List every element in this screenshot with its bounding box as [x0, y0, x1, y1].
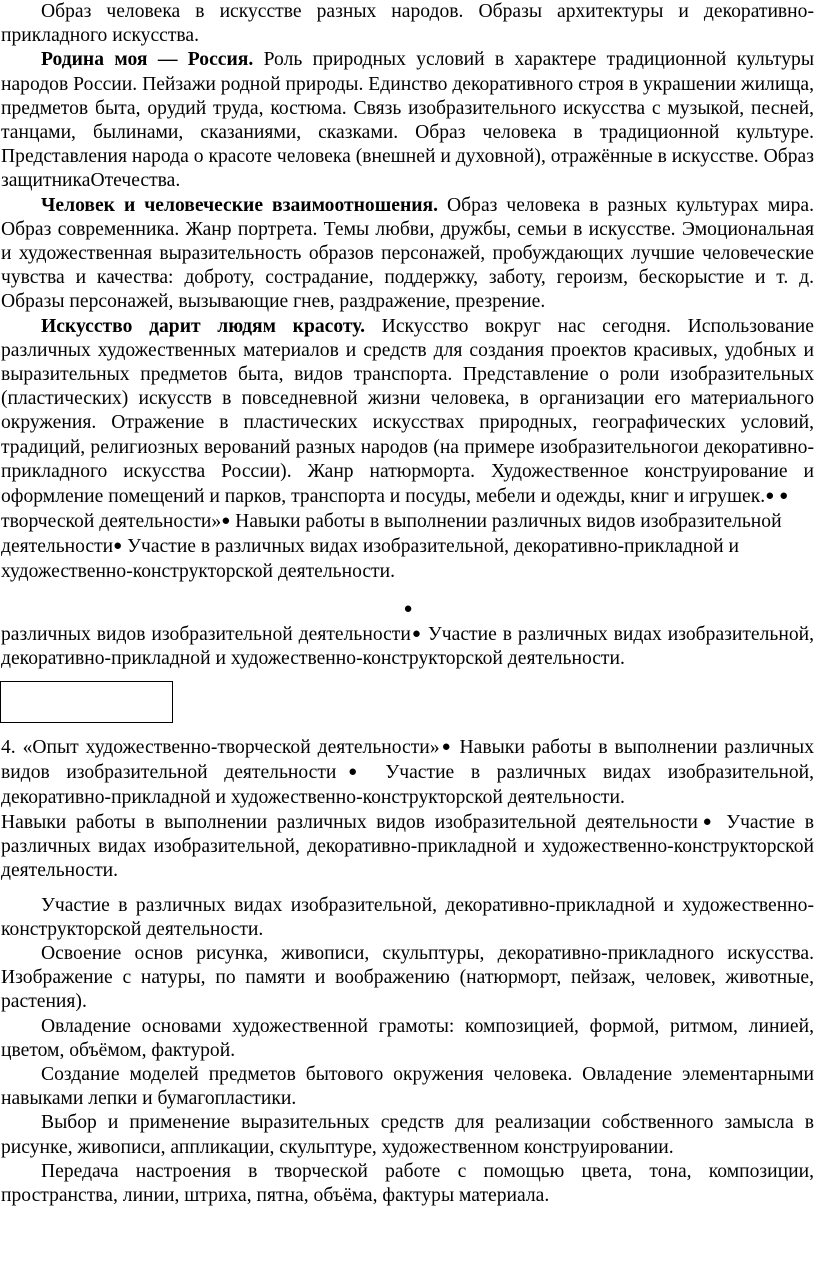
section-heading-art-gives-beauty: Искусство дарит людям красоту.	[41, 315, 365, 337]
paragraph-creative-activity-2	[0, 622, 816, 671]
standalone-bullet	[0, 600, 816, 618]
paragraph-text: Искусство вокруг нас сегодня. Использование различных художественных материалов и средств для создания проектов красивых, удобных и выразительных предметов быта, видов транспорта. Представление о роли изобразительных (пластических) искусств в повседневной жизни человека, в организации его материального окружения. Отражение в пластических искусствах природных, географических условий, традиций, религиозных верований разных народов (на примере изобразительногои декоративно-прикладного искусства России). Жанр натюрморта. Художественное конструирование и оформление помещений и парков, транспорта и посуды, мебели и одежды, книг и игрушек.	[1, 315, 814, 508]
paragraph-text: Выбор и применение выразительных средств для реализации собственного замысла в рисунке, живописи, аппликации, скульптуре, художественном конструировании.	[1, 1112, 814, 1158]
paragraph-text: Участие в различных видах изобразительной, декоративно-прикладной и художественно-конструкторской деятельности.	[1, 623, 815, 670]
paragraph-text: Освоение основ рисунка, живописи, скульптуры, декоративно-прикладного искусства. Изображение с натуры, по памяти и воображению (натюрморт, пейзаж, человек, животные, растения).	[1, 942, 814, 1013]
section-heading-motherland: Родина моя — Россия.	[41, 49, 254, 71]
paragraph-models	[0, 1063, 816, 1111]
bullet-icon: ●	[765, 488, 775, 505]
paragraph-participation	[0, 894, 816, 942]
paragraph-text: Участие в различных видах изобразительной, декоративно-прикладной и художественно-конструкторской деятельности.	[1, 811, 815, 882]
paragraph-text: Овладение основами художественной грамоты: композицией, формой, ритмом, линией, цветом, объёмом, фактурой.	[1, 1015, 814, 1061]
bullet-icon: ●	[403, 600, 413, 617]
paragraph-mood-transfer	[0, 1160, 816, 1208]
bullet-icon: ●	[779, 488, 789, 505]
paragraph-text: 4. «Опыт художественно-творческой деятельности»	[1, 737, 440, 759]
paragraph-text: Создание моделей предметов бытового окружения человека. Овладение элементарными навыками лепки и бумагопластики.	[1, 1063, 814, 1110]
paragraph-art-gives-beauty	[0, 315, 816, 510]
paragraph-expressive-means	[0, 1111, 816, 1159]
empty-table-cell	[0, 681, 173, 723]
paragraph-creative-activity-3	[0, 735, 816, 810]
paragraph-text: Участие в различных видах изобразительной, декоративно-прикладной и художественно-конструкторской деятельности.	[1, 762, 815, 808]
paragraph-motherland	[0, 48, 816, 193]
bullet-icon: ●	[410, 625, 422, 642]
paragraph-text: Роль природных условий в характере традиционной культуры народов России. Пейзажи родной природы. Единство декоративного строя в украшении жилища, предметов быта, орудий труда, костюма. Связь изобразительного искусства с музыкой, песней, танцами, былинами, сказаниями, сказками. Образ человека в традиционной культуре. Представления народа о красоте человека (внешней и духовной), отражённые в искусстве. Образ защитникаОтечества.	[1, 49, 814, 192]
paragraph-text: Участие в различных видах изобразительной, декоративно-прикладной и художественно-конструкторской деятельности.	[1, 894, 814, 940]
paragraph-text: различных видов изобразительной деятельности	[1, 623, 411, 645]
paragraph-text: Передача настроения в творческой работе с помощью цвета, тона, композиции, пространства, линии, штриха, пятна, объёма, фактуры материала.	[1, 1160, 814, 1206]
bullet-icon: ●	[697, 813, 717, 830]
section-heading-human-relations: Человек и человеческие взаимоотношения.	[41, 194, 439, 216]
paragraph-art-literacy	[0, 1015, 816, 1063]
paragraph-text: Навыки работы в выполнении различных видов изобразительной деятельности	[1, 511, 782, 558]
paragraph-image-of-man	[0, 0, 816, 48]
paragraph-creative-activity-4	[0, 810, 816, 884]
paragraph-text: Навыки работы в выполнении различных видов изобразительной деятельности	[1, 811, 698, 833]
paragraph-mastering-basics	[0, 942, 816, 1015]
bullet-icon: ●	[439, 739, 453, 756]
paragraph-text: Образ человека в разных культурах мира. Образ современника. Жанр портрета. Темы любви, дружбы, семьи в искусстве. Эмоциональная и художественная выразительность образов персонажей, пробуждающих лучшие человеческие чувства и качества: доброту, сострадание, поддержку, заботу, героизм, бескорыстие и т. д. Образы персонажей, вызывающие гнев, раздражение, презрение.	[1, 194, 815, 313]
paragraph-text: творческой деятельности»	[1, 511, 222, 533]
paragraph-human-relations	[0, 194, 816, 315]
paragraph-text: Образ человека в искусстве разных народов. Образы архитектуры и декоративно-прикладного искусства.	[1, 1, 814, 47]
paragraph-text: Участие в различных видах изобразительной, декоративно-прикладной и художественно-конструкторской деятельности.	[1, 536, 739, 582]
paragraph-creative-activity-1	[0, 509, 816, 584]
paragraph-text: Навыки работы в выполнении различных видов изобразительной деятельности	[1, 737, 815, 784]
bullet-icon: ●	[336, 764, 369, 781]
bullet-icon: ●	[221, 513, 231, 530]
bullet-icon: ●	[113, 538, 123, 555]
